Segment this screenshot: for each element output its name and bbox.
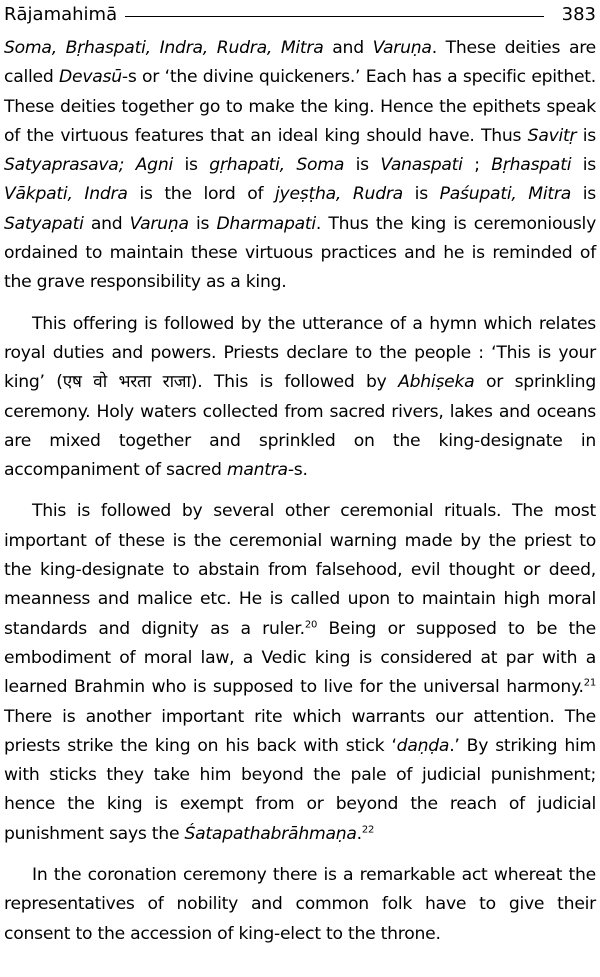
italic-term: Abhiṣeka	[398, 372, 475, 393]
text-run: Being or supposed to be the embodiment of moral law, a Vedic king is considered at par with a learned Brahmin who is supposed to live for the universal harmony.	[4, 618, 597, 698]
text-run: is	[173, 155, 210, 176]
text-run: or sprinkling ceremony. Holy waters collected from sacred rivers, lakes and oceans are mixed together and sprinkled on the king-designate in accompaniment of sacred	[4, 372, 596, 481]
text-run: is	[188, 213, 217, 234]
italic-term: Śatapathabrāhmaṇa	[184, 823, 357, 844]
running-title: Rājamahimā	[4, 4, 118, 25]
text-run: . Thus the king is ceremoniously ordained to maintain these virtuous practices and he is reminded of the grave responsibility as a king.	[4, 213, 597, 293]
footnote-ref: 20	[304, 618, 318, 630]
text-run: . These deities are called	[4, 38, 596, 88]
text-run: .’ By striking him with sticks they take him beyond the pale of judicial punishment; hence the king is exempt from or beyond the reach of judicial punishment says the	[4, 735, 596, 844]
italic-term: Vākpati, Indra	[4, 184, 128, 205]
italic-term: Satyapati	[4, 213, 84, 234]
footnote-ref: 22	[361, 823, 375, 835]
text-run: is	[571, 155, 596, 176]
text-run: is	[576, 125, 596, 146]
footnote-ref: 21	[583, 677, 596, 689]
text-run: This is followed by several other ceremonial rituals. The most important of these is the ceremonial warning made by the priest to the king-designate to abstain from falsehood, evil thought or deed, meanness and malice etc. He is called upon to maintain high moral standards and dignity as a ruler.	[4, 501, 596, 639]
italic-term: Devasū	[59, 67, 122, 88]
text-run: is	[402, 184, 440, 205]
text-run: is	[344, 155, 381, 176]
page-body	[4, 34, 596, 961]
text-run: ;	[462, 155, 492, 176]
running-header	[4, 2, 596, 28]
paragraph-4	[4, 861, 596, 949]
text-run: This offering is followed by the utterance of a hymn which relates royal duties and powers. Priests declare to the people : ‘This is your king’ (एष वो भरता राजा). This is followed by	[4, 313, 596, 393]
italic-term: Varuṇa	[129, 213, 189, 234]
paragraph-1	[4, 34, 596, 298]
italic-term: Soma, Bṛhaspati, Indra, Rudra, Mitra	[4, 38, 324, 58]
italic-term: mantra	[226, 460, 288, 481]
text-run: In the coronation ceremony there is a remarkable act whereat the representatives of nobility and common folk have to give their consent to the accession of king-elect to the throne.	[4, 865, 596, 944]
italic-term: jyeṣṭha, Rudra	[275, 184, 403, 205]
page-number: 383	[561, 4, 596, 25]
text-run: and	[323, 38, 373, 58]
italic-term: Dharmapati	[216, 213, 316, 234]
header-rule	[125, 16, 544, 17]
italic-term: daṇḍa	[396, 735, 450, 756]
text-run: and	[83, 213, 130, 234]
text-run: -s or ‘the divine quickeners.’ Each has a specific epithet. These deities together go to make the king. Hence the epithets speak of the virtuous features that an ideal king should have. Thus	[4, 67, 596, 146]
paragraph-3	[4, 497, 596, 849]
italic-term: Satyaprasava; Agni	[4, 155, 173, 176]
italic-term: Vanaspati	[380, 155, 463, 176]
italic-term: gṛhapati, Soma	[209, 155, 345, 176]
text-run: .	[356, 823, 362, 844]
italic-term: Bṛhaspati	[491, 155, 572, 176]
text-run: There is another important rite which warrants our attention. The priests strike the king on his back with stick ‘	[4, 706, 596, 756]
italic-term: Varuṇa	[372, 38, 432, 58]
italic-term: Savitṛ	[527, 125, 577, 146]
text-run: is	[571, 184, 596, 205]
text-run: is the lord of	[127, 184, 276, 205]
italic-term: Paśupati, Mitra	[439, 184, 571, 205]
text-run: -s.	[287, 460, 308, 481]
paragraph-2	[4, 310, 596, 486]
